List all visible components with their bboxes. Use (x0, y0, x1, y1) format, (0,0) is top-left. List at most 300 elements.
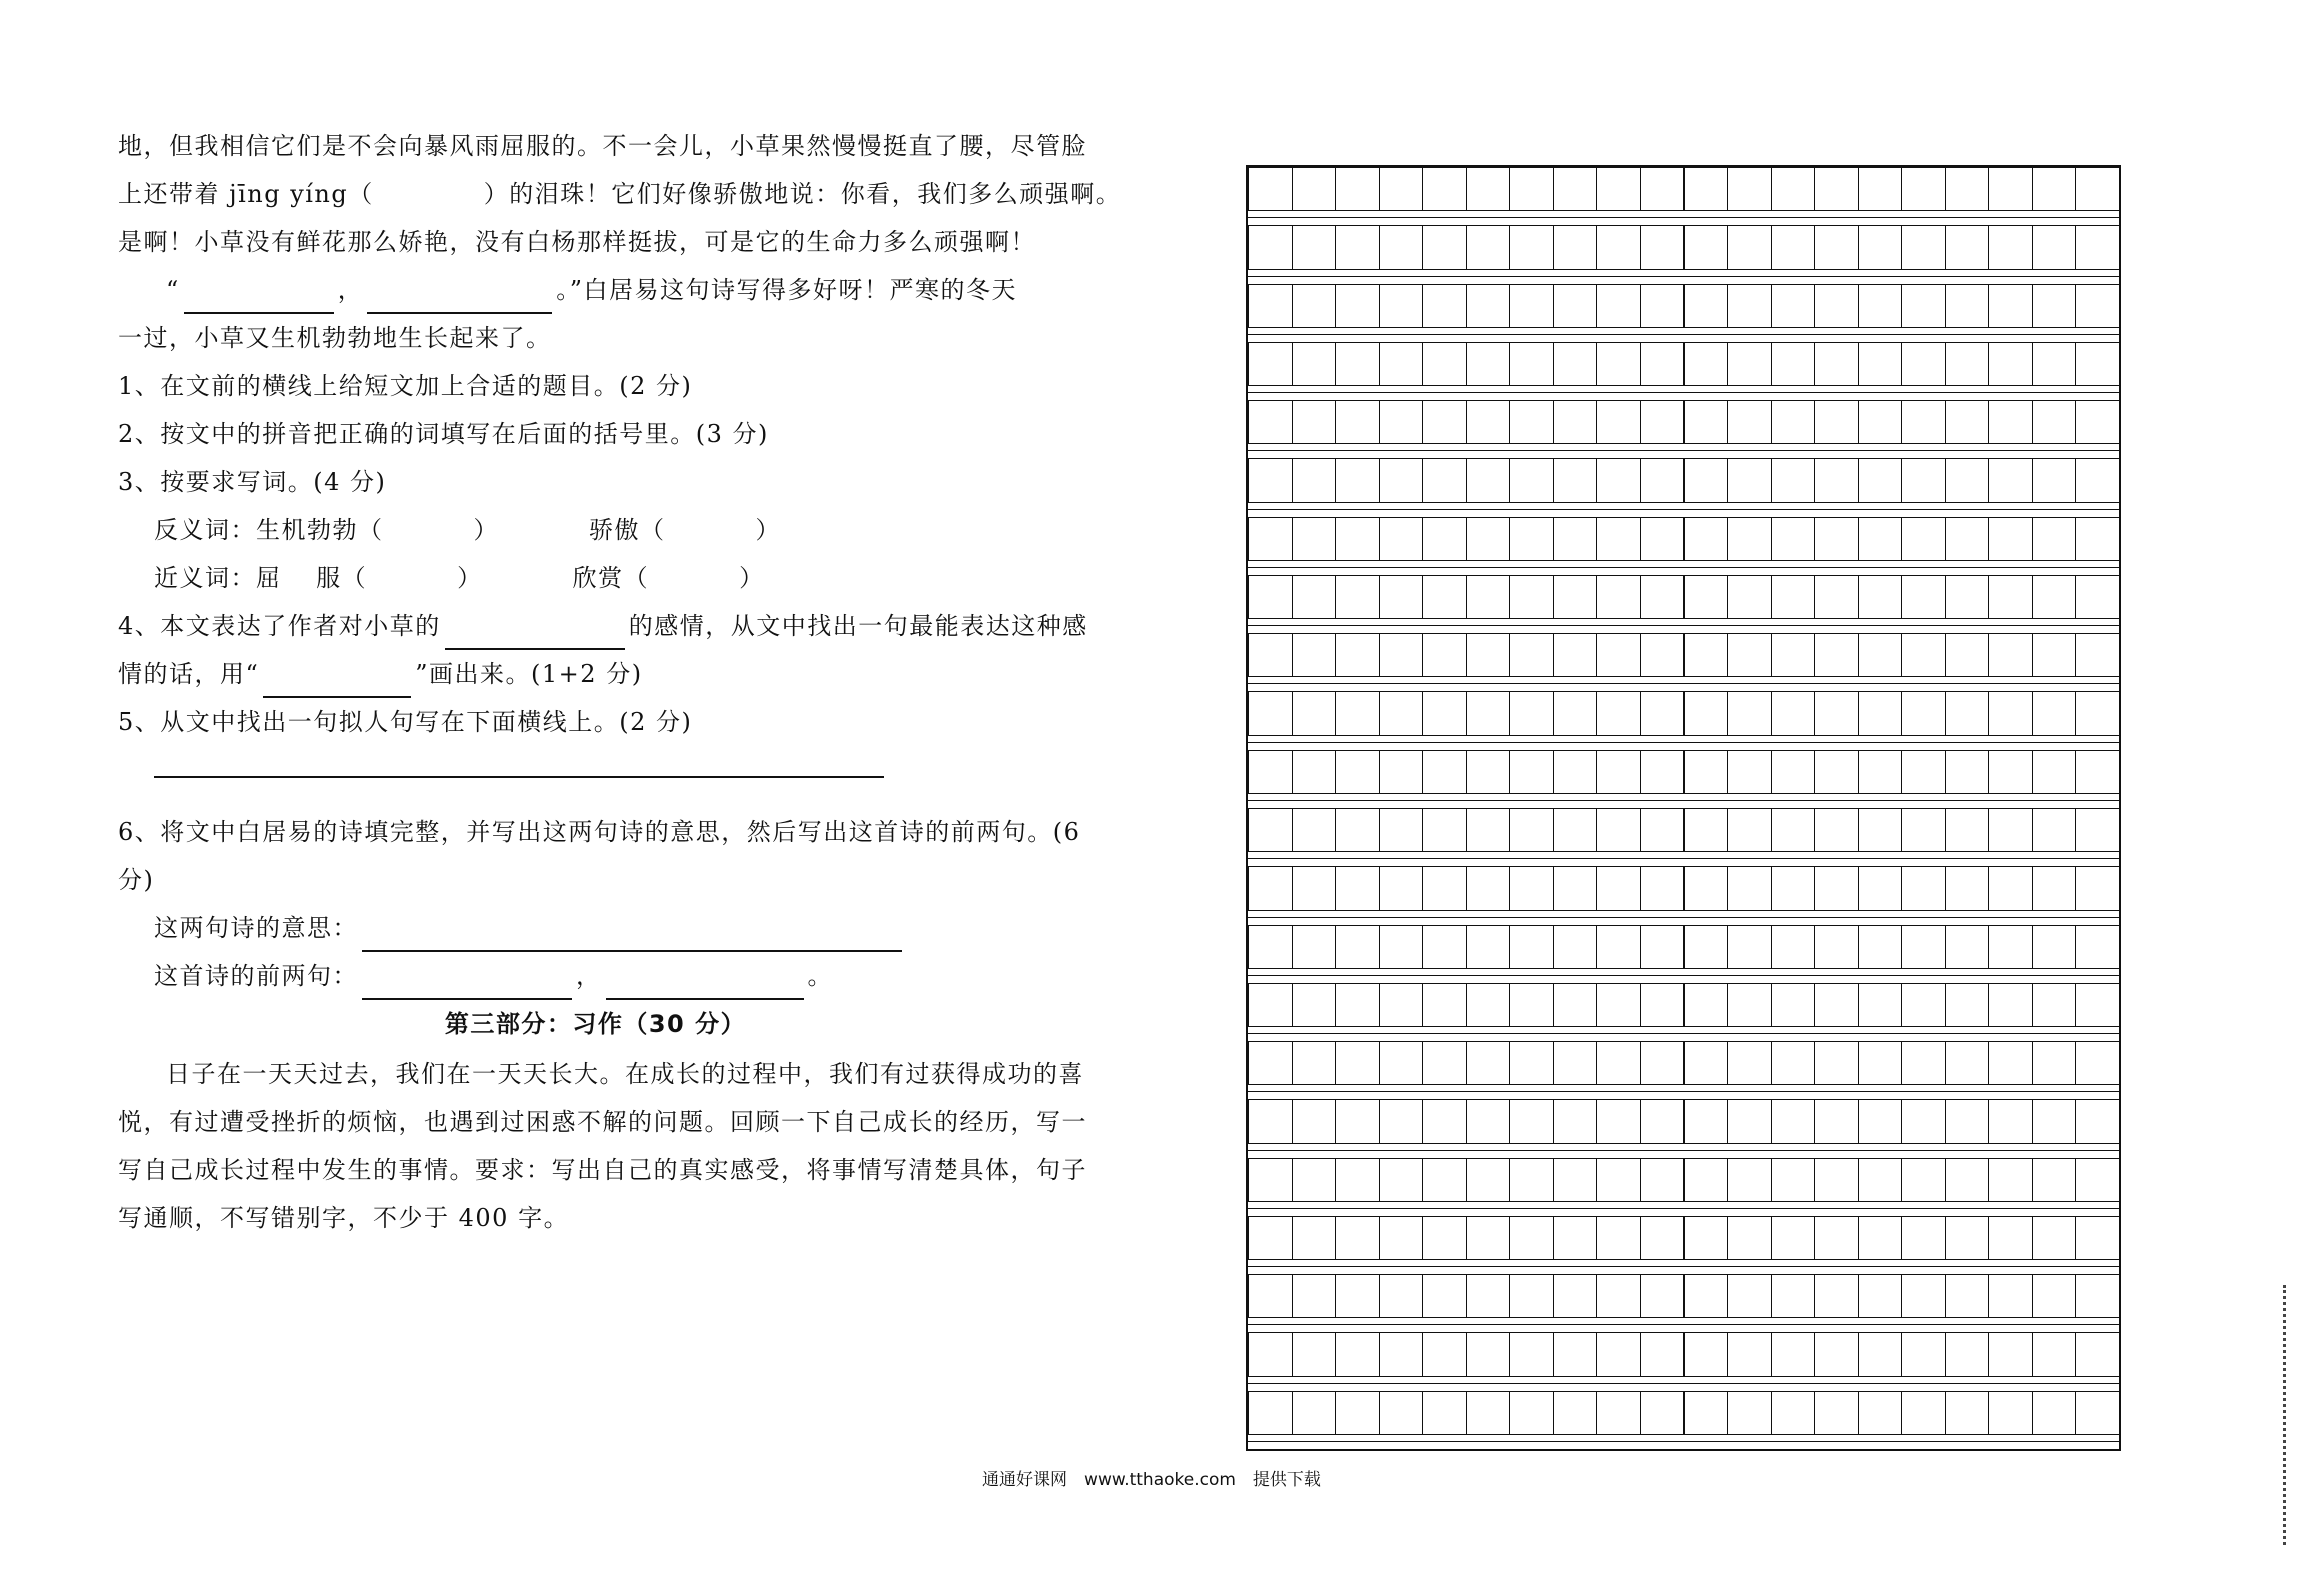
grid-cell[interactable] (1335, 400, 1380, 444)
grid-cell[interactable] (1422, 633, 1467, 677)
grid-cell[interactable] (1988, 1216, 2033, 1260)
grid-cell[interactable] (1248, 1158, 1293, 1202)
grid-cell[interactable] (1553, 458, 1598, 502)
grid-cell[interactable] (1466, 866, 1511, 910)
grid-cell[interactable] (1988, 284, 2033, 328)
grid-cell[interactable] (1988, 866, 2033, 910)
grid-cell[interactable] (1945, 225, 1990, 269)
grid-cell[interactable] (1292, 225, 1337, 269)
grid-cell[interactable] (2032, 284, 2077, 328)
grid-cell[interactable] (1553, 1041, 1598, 1085)
grid-cell[interactable] (1901, 866, 1946, 910)
grid-cell[interactable] (1684, 342, 1729, 386)
grid-cell[interactable] (1814, 1158, 1859, 1202)
grid-cell[interactable] (1771, 1158, 1816, 1202)
grid-cell[interactable] (1771, 1274, 1816, 1318)
grid-cell[interactable] (1553, 1099, 1598, 1143)
grid-cell[interactable] (1292, 750, 1337, 794)
grid-cell[interactable] (1422, 284, 1467, 328)
grid-cell[interactable] (2075, 633, 2120, 677)
grid-cell[interactable] (2075, 167, 2120, 211)
grid-cell[interactable] (1945, 1391, 1990, 1435)
grid-cell[interactable] (1509, 400, 1554, 444)
grid-cell[interactable] (1422, 1216, 1467, 1260)
grid-cell[interactable] (2075, 575, 2120, 619)
grid-cell[interactable] (1684, 575, 1729, 619)
grid-cell[interactable] (1466, 808, 1511, 852)
grid-cell[interactable] (1727, 750, 1772, 794)
grid-cell[interactable] (2032, 1391, 2077, 1435)
grid-cell[interactable] (1988, 983, 2033, 1027)
grid-cell[interactable] (1814, 517, 1859, 561)
grid-cell[interactable] (1640, 808, 1685, 852)
grid-cell[interactable] (1814, 1274, 1859, 1318)
grid-cell[interactable] (1596, 1391, 1641, 1435)
grid-cell[interactable] (1379, 342, 1424, 386)
grid-cell[interactable] (1248, 517, 1293, 561)
grid-cell[interactable] (1858, 458, 1903, 502)
grid-cell[interactable] (1814, 400, 1859, 444)
grid-cell[interactable] (1988, 1274, 2033, 1318)
grid-cell[interactable] (1988, 1391, 2033, 1435)
grid-cell[interactable] (1945, 1158, 1990, 1202)
grid-cell[interactable] (1771, 1099, 1816, 1143)
grid-cell[interactable] (1640, 575, 1685, 619)
grid-cell[interactable] (1727, 1274, 1772, 1318)
grid-cell[interactable] (1858, 1158, 1903, 1202)
grid-cell[interactable] (1596, 866, 1641, 910)
grid-cell[interactable] (1684, 691, 1729, 735)
grid-cell[interactable] (1292, 1391, 1337, 1435)
grid-cell[interactable] (1901, 167, 1946, 211)
grid-cell[interactable] (1901, 1391, 1946, 1435)
grid-cell[interactable] (1988, 750, 2033, 794)
grid-cell[interactable] (1596, 167, 1641, 211)
grid-cell[interactable] (1727, 225, 1772, 269)
grid-cell[interactable] (1684, 866, 1729, 910)
grid-cell[interactable] (1596, 517, 1641, 561)
grid-cell[interactable] (2075, 691, 2120, 735)
grid-cell[interactable] (1858, 167, 1903, 211)
grid-cell[interactable] (1858, 284, 1903, 328)
grid-cell[interactable] (1814, 284, 1859, 328)
grid-cell[interactable] (1553, 517, 1598, 561)
grid-cell[interactable] (2032, 225, 2077, 269)
grid-cell[interactable] (1379, 575, 1424, 619)
grid-cell[interactable] (1248, 1332, 1293, 1376)
grid-cell[interactable] (1422, 225, 1467, 269)
grid-cell[interactable] (1640, 925, 1685, 969)
grid-cell[interactable] (1858, 1099, 1903, 1143)
grid-cell[interactable] (1509, 925, 1554, 969)
grid-cell[interactable] (2075, 517, 2120, 561)
grid-cell[interactable] (1553, 284, 1598, 328)
grid-cell[interactable] (1335, 633, 1380, 677)
grid-cell[interactable] (1335, 167, 1380, 211)
grid-cell[interactable] (1727, 342, 1772, 386)
grid-cell[interactable] (1553, 167, 1598, 211)
grid-cell[interactable] (1553, 225, 1598, 269)
grid-cell[interactable] (1466, 925, 1511, 969)
grid-cell[interactable] (1422, 808, 1467, 852)
grid-cell[interactable] (1466, 1041, 1511, 1085)
grid-cell[interactable] (1248, 225, 1293, 269)
grid-cell[interactable] (1422, 342, 1467, 386)
grid-cell[interactable] (1814, 866, 1859, 910)
grid-cell[interactable] (1727, 808, 1772, 852)
grid-cell[interactable] (1727, 1332, 1772, 1376)
grid-cell[interactable] (1814, 225, 1859, 269)
grid-cell[interactable] (1640, 1216, 1685, 1260)
grid-cell[interactable] (1422, 1391, 1467, 1435)
grid-cell[interactable] (1466, 458, 1511, 502)
grid-cell[interactable] (1945, 1099, 1990, 1143)
grid-cell[interactable] (1248, 167, 1293, 211)
grid-cell[interactable] (1248, 633, 1293, 677)
grid-cell[interactable] (1553, 575, 1598, 619)
grid-cell[interactable] (1988, 691, 2033, 735)
grid-cell[interactable] (1335, 517, 1380, 561)
grid-cell[interactable] (1640, 458, 1685, 502)
grid-cell[interactable] (1422, 1158, 1467, 1202)
grid-cell[interactable] (2075, 750, 2120, 794)
grid-cell[interactable] (2075, 458, 2120, 502)
grid-cell[interactable] (1814, 167, 1859, 211)
grid-cell[interactable] (1379, 866, 1424, 910)
grid-cell[interactable] (1553, 1158, 1598, 1202)
grid-cell[interactable] (1509, 458, 1554, 502)
grid-cell[interactable] (1901, 1041, 1946, 1085)
grid-cell[interactable] (1509, 517, 1554, 561)
grid-cell[interactable] (2032, 400, 2077, 444)
grid-cell[interactable] (1422, 750, 1467, 794)
grid-cell[interactable] (1248, 342, 1293, 386)
grid-cell[interactable] (1596, 633, 1641, 677)
grid-cell[interactable] (2032, 866, 2077, 910)
grid-cell[interactable] (1335, 342, 1380, 386)
grid-cell[interactable] (1466, 1332, 1511, 1376)
grid-cell[interactable] (1422, 925, 1467, 969)
grid-cell[interactable] (1379, 517, 1424, 561)
grid-cell[interactable] (1292, 633, 1337, 677)
grid-cell[interactable] (1335, 575, 1380, 619)
grid-cell[interactable] (1727, 1041, 1772, 1085)
grid-cell[interactable] (1292, 925, 1337, 969)
grid-cell[interactable] (1727, 983, 1772, 1027)
grid-cell[interactable] (1684, 750, 1729, 794)
grid-cell[interactable] (1771, 1216, 1816, 1260)
grid-cell[interactable] (1292, 342, 1337, 386)
grid-cell[interactable] (1335, 925, 1380, 969)
grid-cell[interactable] (1509, 575, 1554, 619)
grid-cell[interactable] (1422, 517, 1467, 561)
grid-cell[interactable] (1814, 458, 1859, 502)
grid-cell[interactable] (1509, 1332, 1554, 1376)
grid-cell[interactable] (1466, 167, 1511, 211)
grid-cell[interactable] (1727, 1391, 1772, 1435)
grid-cell[interactable] (1292, 691, 1337, 735)
grid-cell[interactable] (1292, 284, 1337, 328)
grid-cell[interactable] (1814, 1332, 1859, 1376)
grid-cell[interactable] (1945, 1041, 1990, 1085)
poem-blank-2[interactable] (367, 282, 552, 314)
grid-cell[interactable] (1596, 808, 1641, 852)
grid-cell[interactable] (1379, 225, 1424, 269)
grid-cell[interactable] (1684, 400, 1729, 444)
grid-cell[interactable] (1335, 284, 1380, 328)
grid-cell[interactable] (1771, 575, 1816, 619)
grid-cell[interactable] (1771, 342, 1816, 386)
grid-cell[interactable] (1553, 691, 1598, 735)
grid-cell[interactable] (1858, 517, 1903, 561)
grid-cell[interactable] (1684, 1099, 1729, 1143)
grid-cell[interactable] (1858, 1274, 1903, 1318)
grid-cell[interactable] (1814, 808, 1859, 852)
grid-cell[interactable] (1684, 1041, 1729, 1085)
grid-cell[interactable] (1814, 1099, 1859, 1143)
grid-cell[interactable] (1858, 691, 1903, 735)
grid-cell[interactable] (1596, 1099, 1641, 1143)
grid-cell[interactable] (1771, 691, 1816, 735)
grid-cell[interactable] (1640, 750, 1685, 794)
grid-cell[interactable] (1988, 1332, 2033, 1376)
grid-cell[interactable] (1553, 1216, 1598, 1260)
grid-cell[interactable] (2032, 925, 2077, 969)
grid-cell[interactable] (1596, 1158, 1641, 1202)
grid-cell[interactable] (1379, 167, 1424, 211)
grid-cell[interactable] (1988, 458, 2033, 502)
grid-cell[interactable] (1335, 750, 1380, 794)
grid-cell[interactable] (1901, 1332, 1946, 1376)
grid-cell[interactable] (1814, 1391, 1859, 1435)
grid-cell[interactable] (2075, 1332, 2120, 1376)
grid-cell[interactable] (2032, 633, 2077, 677)
grid-cell[interactable] (1248, 458, 1293, 502)
grid-cell[interactable] (1727, 925, 1772, 969)
grid-cell[interactable] (1335, 1274, 1380, 1318)
grid-cell[interactable] (1727, 575, 1772, 619)
grid-cell[interactable] (1945, 167, 1990, 211)
grid-cell[interactable] (1509, 167, 1554, 211)
grid-cell[interactable] (1292, 575, 1337, 619)
grid-cell[interactable] (1901, 1099, 1946, 1143)
grid-cell[interactable] (1858, 808, 1903, 852)
grid-cell[interactable] (1684, 1332, 1729, 1376)
grid-cell[interactable] (1858, 750, 1903, 794)
grid-cell[interactable] (1509, 750, 1554, 794)
grid-cell[interactable] (1684, 983, 1729, 1027)
grid-cell[interactable] (1379, 750, 1424, 794)
grid-cell[interactable] (1945, 866, 1990, 910)
grid-cell[interactable] (1640, 225, 1685, 269)
grid-cell[interactable] (1422, 691, 1467, 735)
grid-cell[interactable] (1727, 458, 1772, 502)
grid-cell[interactable] (1248, 1391, 1293, 1435)
grid-cell[interactable] (1945, 342, 1990, 386)
grid-cell[interactable] (1509, 1158, 1554, 1202)
grid-cell[interactable] (1553, 400, 1598, 444)
grid-cell[interactable] (1553, 808, 1598, 852)
grid-cell[interactable] (1727, 691, 1772, 735)
grid-cell[interactable] (2075, 1099, 2120, 1143)
grid-cell[interactable] (1292, 517, 1337, 561)
grid-cell[interactable] (1901, 691, 1946, 735)
grid-cell[interactable] (1771, 284, 1816, 328)
grid-cell[interactable] (1727, 1158, 1772, 1202)
grid-cell[interactable] (1466, 1099, 1511, 1143)
grid-cell[interactable] (1640, 1158, 1685, 1202)
grid-cell[interactable] (1596, 400, 1641, 444)
grid-cell[interactable] (1771, 517, 1816, 561)
grid-cell[interactable] (1509, 866, 1554, 910)
grid-cell[interactable] (1901, 1216, 1946, 1260)
grid-cell[interactable] (2075, 1158, 2120, 1202)
grid-cell[interactable] (1335, 1216, 1380, 1260)
grid-cell[interactable] (1379, 1041, 1424, 1085)
grid-cell[interactable] (1640, 983, 1685, 1027)
poem-meaning-blank[interactable] (362, 920, 902, 952)
grid-cell[interactable] (1466, 1274, 1511, 1318)
feeling-blank[interactable] (445, 618, 625, 650)
grid-cell[interactable] (1901, 925, 1946, 969)
grid-cell[interactable] (1727, 633, 1772, 677)
grid-cell[interactable] (1335, 1332, 1380, 1376)
grid-cell[interactable] (1727, 1216, 1772, 1260)
grid-cell[interactable] (1858, 575, 1903, 619)
grid-cell[interactable] (1553, 1391, 1598, 1435)
grid-cell[interactable] (1858, 400, 1903, 444)
grid-cell[interactable] (2075, 225, 2120, 269)
grid-cell[interactable] (1771, 866, 1816, 910)
grid-cell[interactable] (1988, 1099, 2033, 1143)
grid-cell[interactable] (1684, 517, 1729, 561)
grid-cell[interactable] (1814, 1216, 1859, 1260)
grid-cell[interactable] (1858, 983, 1903, 1027)
grid-cell[interactable] (1858, 925, 1903, 969)
grid-cell[interactable] (1422, 1274, 1467, 1318)
grid-cell[interactable] (1945, 1332, 1990, 1376)
grid-cell[interactable] (1335, 691, 1380, 735)
grid-cell[interactable] (1640, 284, 1685, 328)
grid-cell[interactable] (1466, 1158, 1511, 1202)
grid-cell[interactable] (1248, 1041, 1293, 1085)
grid-cell[interactable] (1684, 1158, 1729, 1202)
grid-cell[interactable] (1422, 400, 1467, 444)
grid-cell[interactable] (2075, 1041, 2120, 1085)
grid-cell[interactable] (1335, 866, 1380, 910)
grid-cell[interactable] (1901, 633, 1946, 677)
grid-cell[interactable] (1640, 167, 1685, 211)
grid-cell[interactable] (1901, 284, 1946, 328)
grid-cell[interactable] (1945, 633, 1990, 677)
grid-cell[interactable] (1596, 1216, 1641, 1260)
grid-cell[interactable] (2075, 1274, 2120, 1318)
grid-cell[interactable] (1248, 750, 1293, 794)
grid-cell[interactable] (1379, 633, 1424, 677)
grid-cell[interactable] (1814, 633, 1859, 677)
grid-cell[interactable] (1379, 983, 1424, 1027)
grid-cell[interactable] (1379, 458, 1424, 502)
grid-cell[interactable] (1901, 808, 1946, 852)
grid-cell[interactable] (1509, 225, 1554, 269)
grid-cell[interactable] (1858, 866, 1903, 910)
grid-cell[interactable] (1814, 575, 1859, 619)
grid-cell[interactable] (1248, 691, 1293, 735)
grid-cell[interactable] (1509, 1274, 1554, 1318)
grid-cell[interactable] (1509, 342, 1554, 386)
grid-cell[interactable] (1335, 808, 1380, 852)
grid-cell[interactable] (1814, 342, 1859, 386)
grid-cell[interactable] (1335, 983, 1380, 1027)
grid-cell[interactable] (1901, 750, 1946, 794)
grid-cell[interactable] (1858, 1391, 1903, 1435)
grid-cell[interactable] (2032, 1274, 2077, 1318)
grid-cell[interactable] (1248, 925, 1293, 969)
grid-cell[interactable] (1422, 1041, 1467, 1085)
grid-cell[interactable] (1466, 517, 1511, 561)
grid-cell[interactable] (1945, 1274, 1990, 1318)
grid-cell[interactable] (1379, 1391, 1424, 1435)
grid-cell[interactable] (1292, 1332, 1337, 1376)
grid-cell[interactable] (1640, 1391, 1685, 1435)
grid-cell[interactable] (1422, 983, 1467, 1027)
grid-cell[interactable] (1945, 808, 1990, 852)
grid-cell[interactable] (1640, 866, 1685, 910)
grid-cell[interactable] (1509, 691, 1554, 735)
grid-cell[interactable] (1379, 1216, 1424, 1260)
grid-cell[interactable] (1901, 400, 1946, 444)
grid-cell[interactable] (1988, 633, 2033, 677)
grid-cell[interactable] (1509, 284, 1554, 328)
grid-cell[interactable] (1640, 400, 1685, 444)
grid-cell[interactable] (1684, 808, 1729, 852)
grid-cell[interactable] (1988, 575, 2033, 619)
grid-cell[interactable] (1379, 1158, 1424, 1202)
grid-cell[interactable] (1640, 517, 1685, 561)
grid-cell[interactable] (1988, 400, 2033, 444)
grid-cell[interactable] (2032, 1216, 2077, 1260)
grid-cell[interactable] (1684, 633, 1729, 677)
grid-cell[interactable] (1771, 1391, 1816, 1435)
grid-cell[interactable] (1422, 458, 1467, 502)
grid-cell[interactable] (1553, 342, 1598, 386)
grid-cell[interactable] (1379, 691, 1424, 735)
grid-cell[interactable] (1292, 1099, 1337, 1143)
grid-cell[interactable] (1335, 1391, 1380, 1435)
grid-cell[interactable] (1814, 691, 1859, 735)
grid-cell[interactable] (2075, 866, 2120, 910)
grid-cell[interactable] (1771, 633, 1816, 677)
grid-cell[interactable] (1814, 925, 1859, 969)
grid-cell[interactable] (1901, 1158, 1946, 1202)
grid-cell[interactable] (1988, 808, 2033, 852)
grid-cell[interactable] (1335, 458, 1380, 502)
grid-cell[interactable] (1466, 1391, 1511, 1435)
grid-cell[interactable] (1379, 284, 1424, 328)
grid-cell[interactable] (2032, 575, 2077, 619)
grid-cell[interactable] (2032, 1099, 2077, 1143)
grid-cell[interactable] (1335, 1041, 1380, 1085)
grid-cell[interactable] (1945, 750, 1990, 794)
grid-cell[interactable] (2032, 1332, 2077, 1376)
grid-cell[interactable] (1988, 167, 2033, 211)
grid-cell[interactable] (1684, 925, 1729, 969)
grid-cell[interactable] (1771, 400, 1816, 444)
grid-cell[interactable] (1901, 1274, 1946, 1318)
grid-cell[interactable] (1901, 225, 1946, 269)
grid-cell[interactable] (1292, 167, 1337, 211)
grid-cell[interactable] (1727, 284, 1772, 328)
